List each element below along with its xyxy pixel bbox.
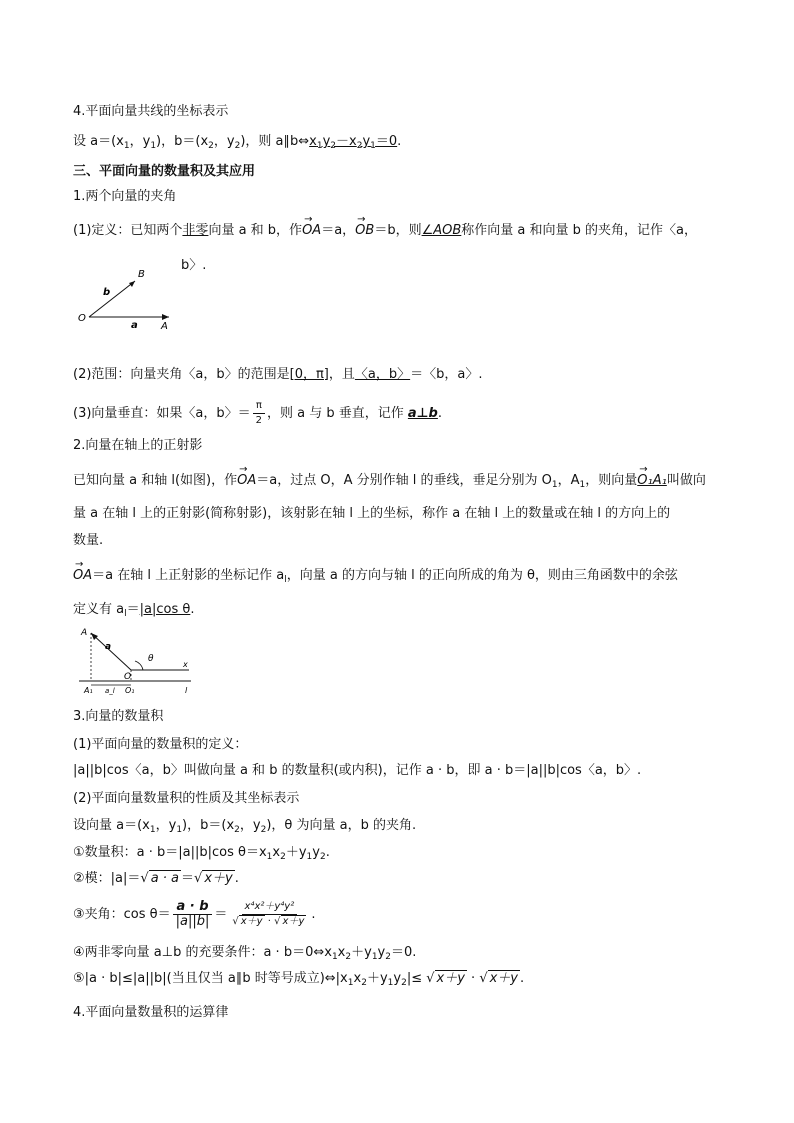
properties-title: (2)平面向量数量积的性质及其坐标表示: [73, 791, 300, 806]
fig2-point-a: A: [81, 628, 88, 638]
fig2-point-a1: A₁: [84, 686, 93, 695]
section-title-collinear: 4.平面向量共线的坐标表示: [73, 104, 229, 119]
angle-range: (2)范围：向量夹角〈a，b〉的范围是[0，π]，且〈a，b〉＝〈b，a〉.: [73, 367, 483, 382]
angle-definition: (1)定义：已知两个非零向量 a 和 b，作→ OA＝a，→ OB＝b，则∠AOB称作向量 a 和向量 b 的夹角，记作〈a，: [73, 222, 697, 240]
fig2-l-label: l: [185, 686, 188, 695]
fig2-theta: θ: [148, 654, 154, 664]
subsection-title-angle: 1.两个向量的夹角: [73, 189, 177, 204]
angle-figure: [73, 263, 183, 333]
vector-b-label: b: [103, 287, 111, 298]
subsection-title-dot-product: 3.向量的数量积: [73, 709, 164, 724]
projection-text-2: 量 a 在轴 l 上的正射影(简称射影)，该射影在轴 l 上的坐标，称作 a 在轴 l 上的数量或在轴 l 的方向上的: [73, 506, 671, 521]
fig2-x-label: x: [183, 660, 188, 669]
property-dot-product: ①数量积：a · b＝|a||b|cos $\theta=x_1x_2+y_1y_2$.: [73, 845, 330, 862]
subsection-title-projection: 2.向量在轴上的正射影: [73, 438, 203, 453]
projection-text-5: 定义有 $a_l=|a|\cos$ θ.: [73, 602, 195, 619]
point-a-label: A: [161, 321, 168, 332]
section-heading-dot-product: 三、平面向量的数量积及其应用: [73, 164, 256, 179]
collinear-formula: 设 $a=(x_1$，$y_1$)，$b=(x_2$，$y_2$)，则 $a\parallel b\Leftrightarrow x_1y_2-x_2y_1=0$.: [73, 134, 402, 151]
projection-text-3: 数量.: [73, 533, 104, 548]
fig2-al: a_l: [105, 687, 115, 695]
fig2-vector-a: a: [105, 642, 112, 652]
property-magnitude: ②模：|a|＝√ a · a ＝√ x＋y .: [73, 871, 239, 886]
point-o-label: O: [78, 313, 86, 324]
projection-text-4: → OA＝a 在轴 l 上正射影的坐标记作 $a_l$，向量 a 的方向与轴 l 的正向所成的角为 θ，则由三角函数中的余弦: [73, 567, 678, 589]
property-perpendicular: ④两非零向量 a⊥b 的充要条件：$a \cdot b=0\Leftrightarrow x_1x_2+y_1y_2=0$.: [73, 945, 417, 962]
vector-a-label: a: [131, 320, 138, 331]
projection-text-1: 已知向量 a 和轴 l(如图)，作→ OA＝a，过点 O，A 分别作轴 l 的垂线，垂足分别为 $O_1$，$A_1$，则向量→ O₁A₁叫做向: [73, 472, 706, 494]
perpendicular-condition: (3)向量垂直：如果〈a，b〉＝ $\frac{\pi}{2}$ ，则 a 与 b 垂直，记作 a⊥b.: [73, 400, 443, 426]
projection-figure: [73, 625, 198, 697]
dot-definition: |a||b|cos〈a，b〉叫做向量 a 和 b 的数量积(或内积)，记作 a · b，即 a · b＝|a||b|cos〈a，b〉.: [73, 763, 642, 778]
dot-definition-title: (1)平面向量的数量积的定义：: [73, 737, 248, 752]
fig2-point-o1: O₁: [125, 686, 135, 695]
angle-definition-cont: b〉.: [181, 258, 207, 273]
fig2-point-o: O: [124, 672, 132, 682]
set-vectors: 设向量 $a=(x_1$，$y_1$)，$b=(x_2$，$y_2$)，θ 为向量 a，b 的夹角.: [73, 818, 417, 835]
property-inequality: ⑤|a · b|≤|a||b|(当且仅当 a∥b 时等号成立)$\Leftrightarrow|x_1x_2+y_1y_2|\le$ √ x＋y · √ x＋y .: [73, 971, 525, 988]
property-angle: ③夹角：cos θ＝ $\frac{a \cdot b}{|a||b|}$ ＝ $\frac{\text{x⁴x²＋y⁴y²}}{√ x+y \cdot √ x+y}$ .: [73, 899, 316, 929]
point-b-label: B: [138, 269, 145, 280]
subsection-title-laws: 4.平面向量数量积的运算律: [73, 1005, 229, 1020]
